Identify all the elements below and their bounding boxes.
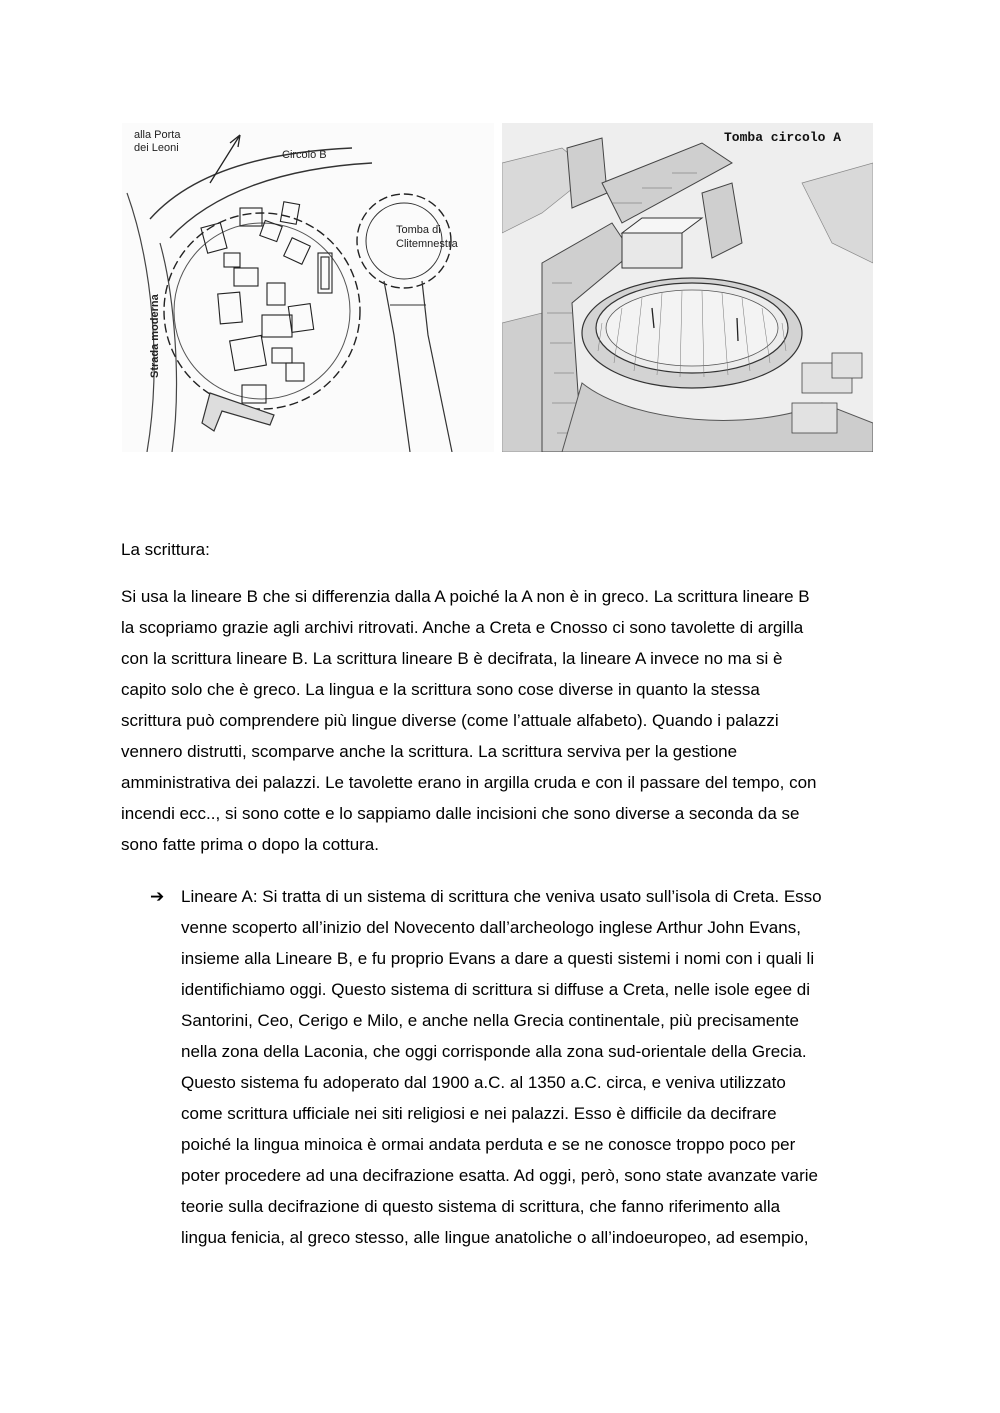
- label-strada-moderna: Strada moderna: [149, 294, 161, 378]
- bullet-line: come scrittura ufficiale nei siti religiosi e nei palazzi. Esso è difficile da decifrare: [181, 1104, 777, 1123]
- paragraph-line: con la scrittura lineare B. La scrittura lineare B è decifrata, la lineare A invece no ma si è: [121, 649, 783, 668]
- arrow-bullet-icon: ➔: [150, 887, 165, 906]
- label-circolo-b: Circolo B: [282, 149, 327, 161]
- paragraph-line: sono fatte prima o dopo la cottura.: [121, 835, 379, 854]
- tomba-circolo-a-figure: [502, 123, 873, 452]
- paragraph-line: incendi ecc.., si sono cotte e lo sappiamo dalle incisioni che sono diverse a seconda da se: [121, 804, 800, 823]
- bullet-body: [181, 881, 822, 1253]
- paragraph-line: vennero distrutti, scomparve anche la scrittura. La scrittura serviva per la gestione: [121, 742, 738, 761]
- paragraph-line: capito solo che è greco. La lingua e la scrittura sono cose diverse in quanto la stessa: [121, 680, 760, 699]
- tomba-circolo-a-drawing: [502, 123, 873, 452]
- intro-paragraph: [121, 581, 881, 860]
- bullet-line: identifichiamo oggi. Questo sistema di scrittura si diffuse a Creta, nelle isole egee di: [181, 980, 811, 999]
- bullet-line: Santorini, Ceo, Cerigo e Milo, e anche nella Grecia continentale, più precisamente: [181, 1011, 800, 1030]
- bullet-line: Questo sistema fu adoperato dal 1900 a.C. al 1350 a.C. circa, e veniva utilizzato: [181, 1073, 786, 1092]
- section-heading: La scrittura:: [121, 540, 210, 559]
- figure-title: Tomba circolo A: [724, 130, 842, 145]
- label-tomba-line-2: Clitemnestra: [396, 238, 458, 250]
- label-porta-line-1: alla Porta: [134, 129, 181, 141]
- circolo-b-map-figure: [122, 123, 494, 452]
- paragraph-line: Si usa la lineare B che si differenzia dalla A poiché la A non è in greco. La scrittura lineare B: [121, 587, 810, 606]
- circolo-b-map-drawing: [122, 123, 494, 452]
- bullet-line: lingua fenicia, al greco stesso, alle lingue anatoliche o all’indoeuropeo, ad esempio,: [181, 1228, 809, 1247]
- paragraph-line: scrittura può comprendere più lingue diverse (come l’attuale alfabeto). Quando i palazzi: [121, 711, 779, 730]
- bullet-line: poiché la lingua minoica è ormai andata perduta e se ne conosce troppo poco per: [181, 1135, 796, 1154]
- label-porta-line-2: dei Leoni: [134, 142, 179, 154]
- paragraph-line: amministrativa dei palazzi. Le tavolette erano in argilla cruda e con il passare del tempo, con: [121, 773, 817, 792]
- bullet-line: insieme alla Lineare B, e fu proprio Evans a dare a questi sistemi i nomi con i quali li: [181, 949, 815, 968]
- bullet-line: nella zona della Laconia, che oggi corrisponde alla zona sud-orientale della Grecia.: [181, 1042, 807, 1061]
- paragraph-line: la scopriamo grazie agli archivi ritrovati. Anche a Creta e Cnosso ci sono tavolette di argilla: [121, 618, 804, 637]
- label-tomba-line-1: Tomba di: [396, 224, 441, 236]
- bullet-line: venne scoperto all’inizio del Novecento dall’archeologo inglese Arthur John Evans,: [181, 918, 801, 937]
- bullet-line: Lineare A: Si tratta di un sistema di scrittura che veniva usato sull’isola di Creta. Esso: [181, 887, 822, 906]
- bullet-line: teorie sulla decifrazione di questo sistema di scrittura, che fanno riferimento alla: [181, 1197, 781, 1216]
- bullet-line: poter procedere ad una decifrazione esatta. Ad oggi, però, sono state avanzate varie: [181, 1166, 818, 1185]
